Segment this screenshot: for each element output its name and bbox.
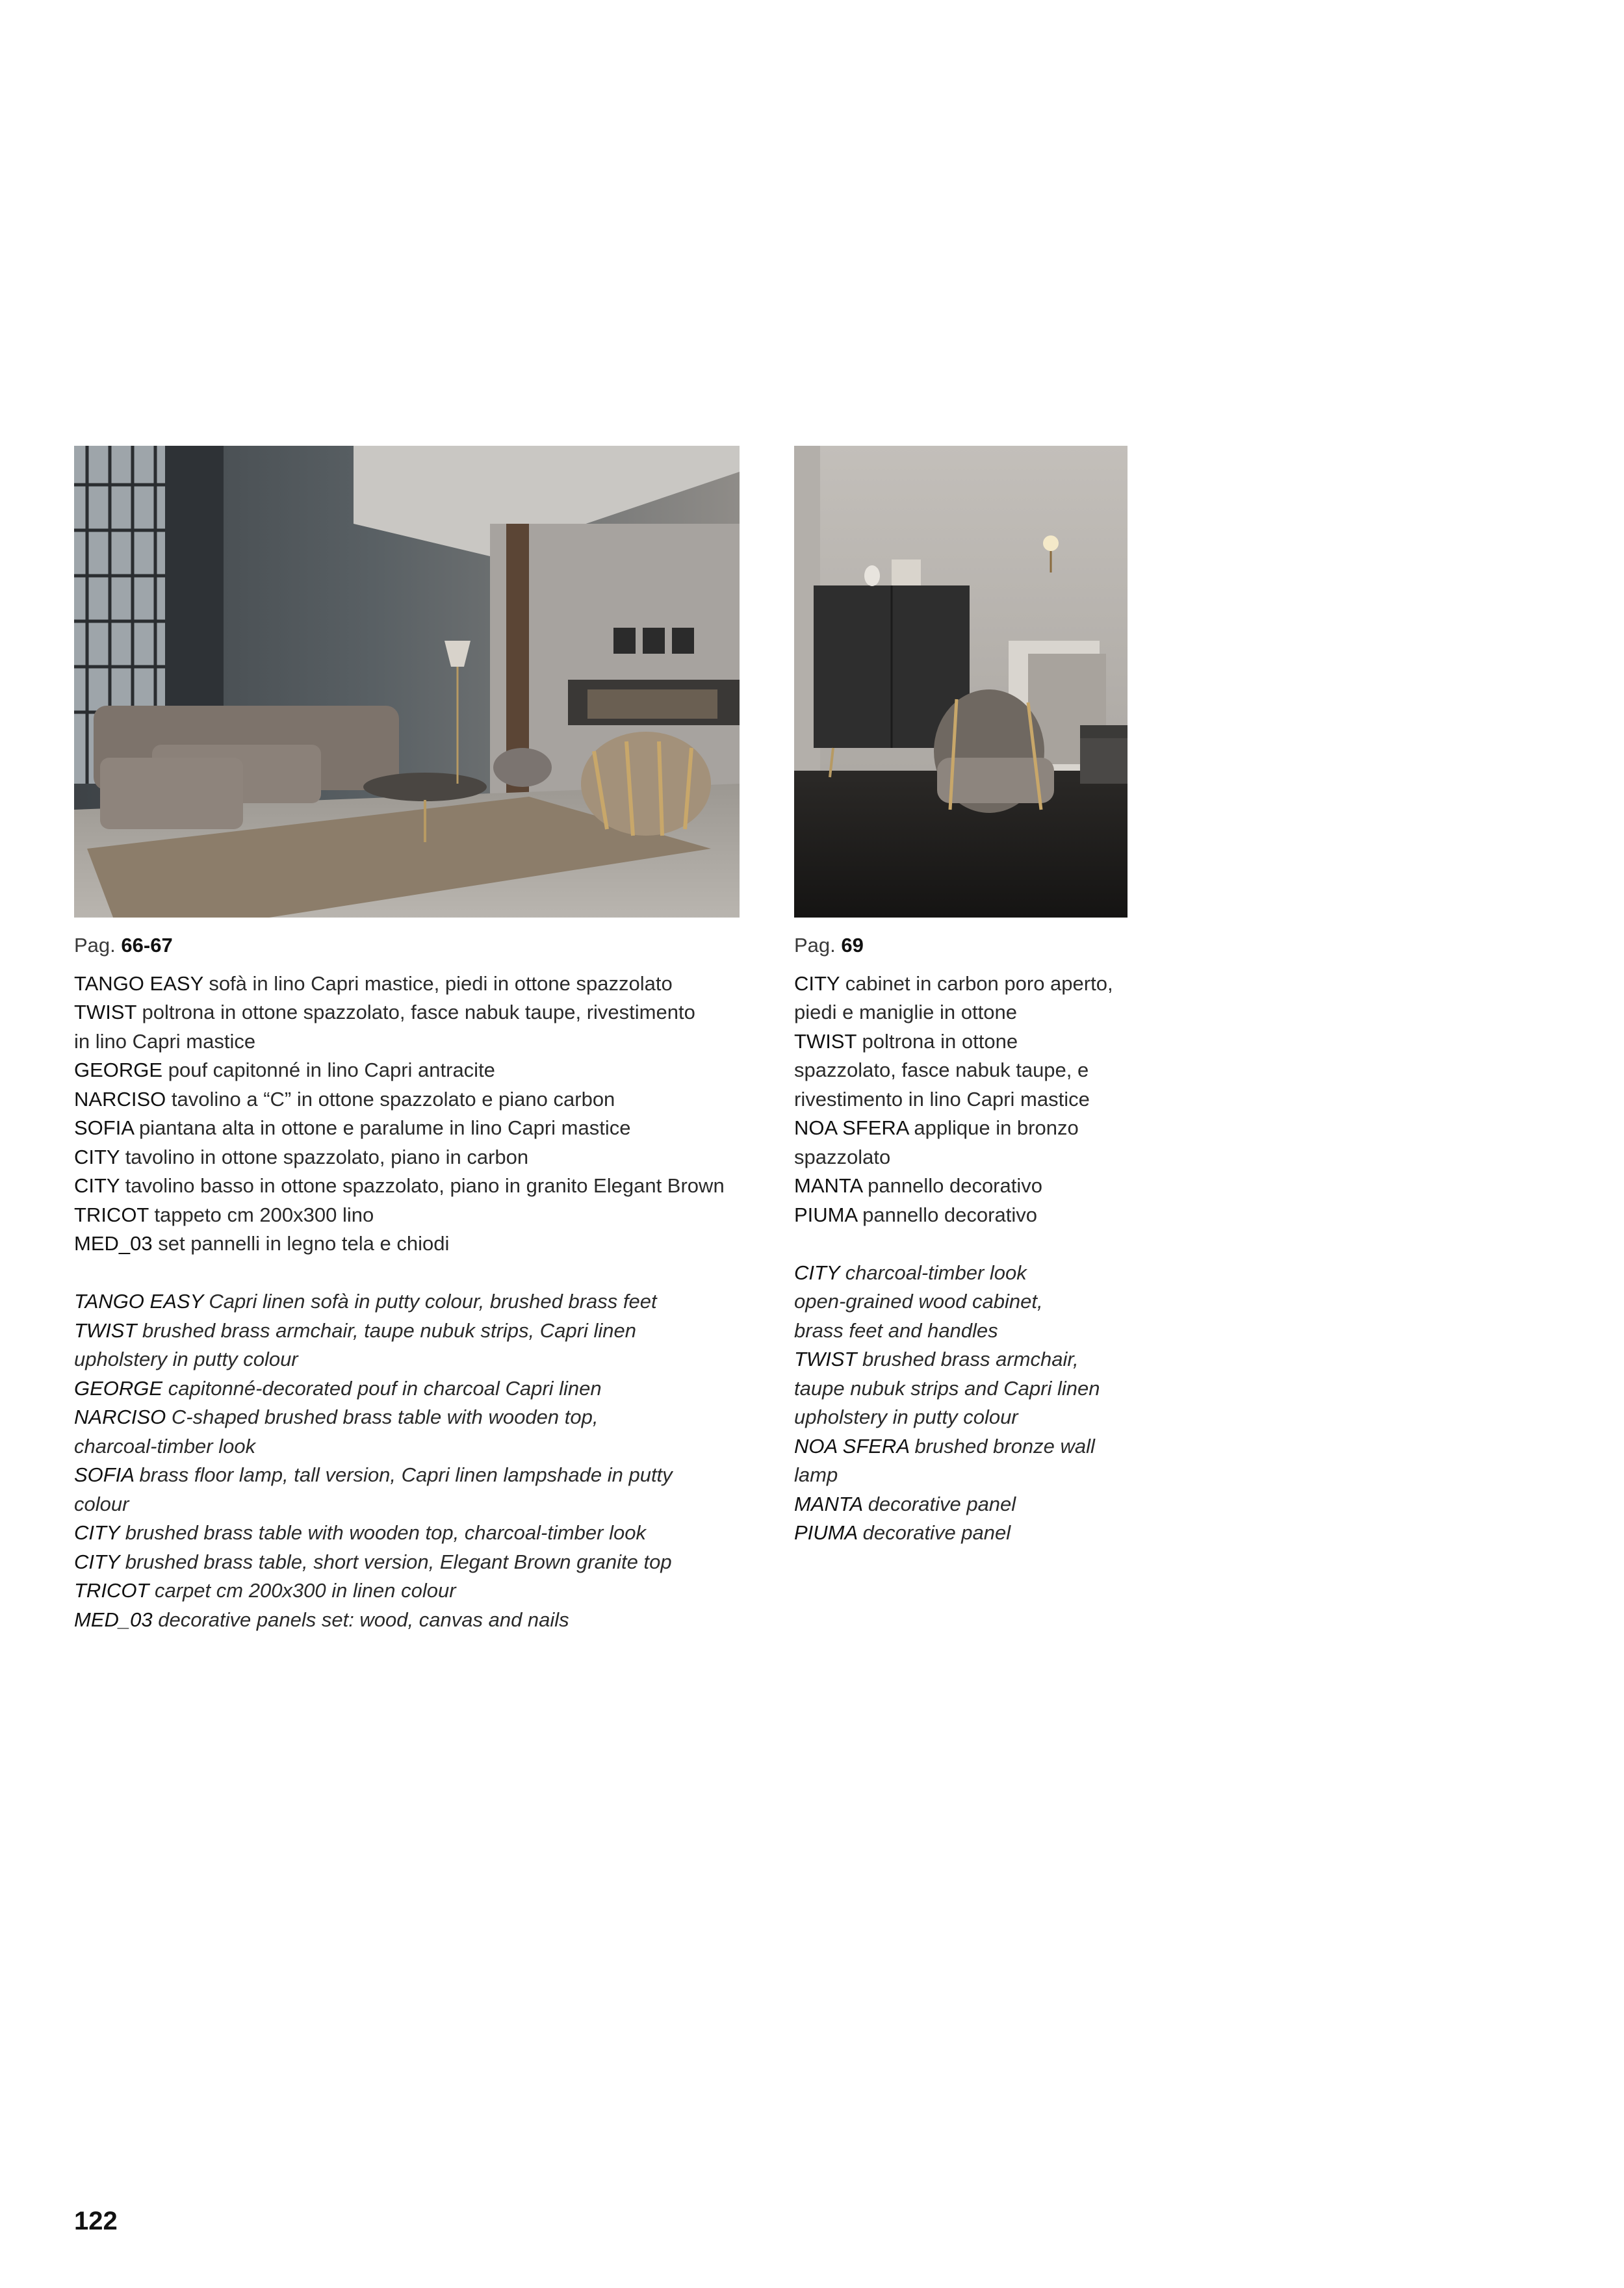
product-name: CITY xyxy=(74,1550,120,1573)
product-description: rivestimento in lino Capri mastice xyxy=(794,1087,1090,1111)
product-line xyxy=(794,1259,1145,1288)
product-name: CITY xyxy=(74,1145,120,1168)
product-description: sofà in lino Capri mastice, piedi in ottone spazzolato xyxy=(209,971,673,995)
product-name: TANGO EASY xyxy=(74,971,203,995)
product-line xyxy=(74,1461,776,1490)
english-product-list xyxy=(74,1287,776,1634)
product-line xyxy=(74,998,776,1027)
product-description: C-shaped brushed brass table with wooden top, xyxy=(171,1406,599,1428)
product-line xyxy=(794,1287,1145,1317)
product-name: PIUMA xyxy=(794,1521,858,1544)
living-room-photo xyxy=(74,446,740,918)
product-description: brass floor lamp, tall version, Capri linen lampshade in putty xyxy=(139,1463,673,1486)
product-line xyxy=(794,1519,1145,1548)
product-description: tavolino in ottone spazzolato, piano in carbon xyxy=(125,1145,529,1168)
product-name: MANTA xyxy=(794,1174,862,1197)
product-description: brushed brass table with wooden top, charcoal-timber look xyxy=(125,1521,646,1544)
page-reference-label: Pag. xyxy=(74,934,116,957)
product-description: brushed brass table, short version, Elegant Brown granite top xyxy=(125,1550,672,1573)
product-name: NOA SFERA xyxy=(794,1116,909,1139)
product-name: CITY xyxy=(794,971,840,995)
product-line xyxy=(794,1085,1145,1114)
product-line xyxy=(74,970,776,999)
product-name: CITY xyxy=(74,1521,120,1544)
product-name: TRICOT xyxy=(74,1579,149,1602)
product-line xyxy=(74,1027,776,1057)
product-name: NOA SFERA xyxy=(794,1434,909,1458)
page-reference-label: Pag. xyxy=(794,934,836,957)
product-line xyxy=(74,1576,776,1606)
product-name: GEORGE xyxy=(74,1059,163,1081)
product-line xyxy=(794,1027,1145,1057)
product-description: lamp xyxy=(794,1463,838,1486)
product-line xyxy=(74,1085,776,1114)
product-line xyxy=(74,1606,776,1635)
italian-product-list xyxy=(74,970,776,1259)
product-description: tavolino basso in ottone spazzolato, piano in granito Elegant Brown xyxy=(125,1174,725,1197)
product-description: decorative panel xyxy=(862,1521,1011,1544)
product-description: cabinet in carbon poro aperto, xyxy=(845,971,1113,995)
product-name: TWIST xyxy=(74,1001,136,1023)
product-description: spazzolato xyxy=(794,1145,891,1168)
product-line xyxy=(794,998,1145,1027)
product-line xyxy=(794,1432,1145,1461)
product-name: TWIST xyxy=(74,1318,137,1342)
product-description: in lino Capri mastice xyxy=(74,1029,256,1053)
product-description: Capri linen sofà in putty colour, brushed brass feet xyxy=(209,1290,657,1313)
product-line xyxy=(74,1056,776,1085)
english-product-list xyxy=(794,1259,1145,1548)
product-name: PIUMA xyxy=(794,1203,857,1226)
product-line xyxy=(74,1374,776,1404)
product-description: capitonné-decorated pouf in charcoal Capri linen xyxy=(168,1376,602,1400)
product-line xyxy=(74,1172,776,1201)
product-name: SOFIA xyxy=(74,1116,134,1139)
product-line xyxy=(74,1432,776,1461)
product-name: TRICOT xyxy=(74,1203,149,1226)
product-name: TWIST xyxy=(794,1029,857,1053)
product-line xyxy=(794,1056,1145,1085)
product-line xyxy=(794,1317,1145,1346)
product-description: poltrona in ottone spazzolato, fasce nabuk taupe, rivestimento xyxy=(142,1001,695,1023)
product-name: TWIST xyxy=(794,1348,857,1370)
product-line xyxy=(794,1490,1145,1519)
page-reference xyxy=(74,931,776,960)
product-description: brass feet and handles xyxy=(794,1318,998,1342)
product-line xyxy=(74,1143,776,1172)
product-line xyxy=(74,1229,776,1259)
product-name: CITY xyxy=(794,1261,840,1284)
product-name: GEORGE xyxy=(74,1376,163,1400)
left-caption-column xyxy=(74,931,776,1634)
cabinet-illustration xyxy=(794,446,1128,918)
product-name: MED_03 xyxy=(74,1608,153,1631)
product-description: charcoal-timber look xyxy=(845,1261,1027,1284)
product-line xyxy=(74,1345,776,1374)
product-name: CITY xyxy=(74,1174,120,1197)
product-line xyxy=(794,1345,1145,1374)
product-name: MANTA xyxy=(794,1492,863,1515)
product-line xyxy=(74,1114,776,1143)
product-description: upholstery in putty colour xyxy=(74,1348,298,1370)
product-description: decorative panels set: wood, canvas and nails xyxy=(158,1608,569,1631)
product-description: pannello decorativo xyxy=(868,1174,1042,1197)
product-description: brushed brass armchair, taupe nubuk strips, Capri linen xyxy=(142,1318,636,1342)
product-description: brushed brass armchair, xyxy=(862,1348,1079,1370)
product-description: charcoal-timber look xyxy=(74,1434,256,1458)
product-description: carpet cm 200x300 in linen colour xyxy=(155,1579,456,1602)
page-reference xyxy=(794,931,1145,960)
folio-page-number: 122 xyxy=(74,2207,118,2235)
product-description: brushed bronze wall xyxy=(914,1434,1095,1458)
product-name: TANGO EASY xyxy=(74,1290,203,1313)
product-description: piedi e maniglie in ottone xyxy=(794,1001,1017,1023)
product-description: upholstery in putty colour xyxy=(794,1406,1018,1428)
product-line xyxy=(794,1461,1145,1490)
product-name: NARCISO xyxy=(74,1406,166,1428)
product-description: decorative panel xyxy=(868,1492,1016,1515)
product-line xyxy=(794,1403,1145,1432)
product-line xyxy=(794,1114,1145,1143)
living-room-illustration xyxy=(74,446,740,918)
product-name: MED_03 xyxy=(74,1232,153,1255)
product-description: set pannelli in legno tela e chiodi xyxy=(158,1232,450,1255)
product-description: applique in bronzo xyxy=(914,1116,1079,1139)
product-line xyxy=(794,1374,1145,1404)
product-line xyxy=(794,970,1145,999)
product-description: tappeto cm 200x300 lino xyxy=(154,1203,374,1226)
product-line xyxy=(74,1317,776,1346)
product-description: colour xyxy=(74,1492,129,1515)
product-line xyxy=(74,1548,776,1577)
cabinet-photo xyxy=(794,446,1128,918)
product-line xyxy=(74,1490,776,1519)
product-description: taupe nubuk strips and Capri linen xyxy=(794,1376,1100,1400)
product-line xyxy=(74,1403,776,1432)
product-description: pannello decorativo xyxy=(862,1203,1037,1226)
product-line xyxy=(794,1172,1145,1201)
right-caption-column xyxy=(794,931,1145,1548)
product-description: spazzolato, fasce nabuk taupe, e xyxy=(794,1059,1089,1081)
product-line xyxy=(74,1201,776,1230)
italian-product-list xyxy=(794,970,1145,1230)
product-name: SOFIA xyxy=(74,1463,134,1486)
product-description: pouf capitonné in lino Capri antracite xyxy=(168,1059,495,1081)
product-line xyxy=(794,1201,1145,1230)
product-description: open-grained wood cabinet, xyxy=(794,1290,1043,1313)
product-description: piantana alta in ottone e paralume in lino Capri mastice xyxy=(138,1116,631,1139)
page-reference-number: 69 xyxy=(841,934,864,957)
product-name: NARCISO xyxy=(74,1087,166,1111)
product-description: poltrona in ottone xyxy=(862,1029,1018,1053)
product-line xyxy=(794,1143,1145,1172)
product-line xyxy=(74,1519,776,1548)
page-reference-number: 66-67 xyxy=(121,934,173,957)
product-line xyxy=(74,1287,776,1317)
product-description: tavolino a “C” in ottone spazzolato e piano carbon xyxy=(171,1087,615,1111)
